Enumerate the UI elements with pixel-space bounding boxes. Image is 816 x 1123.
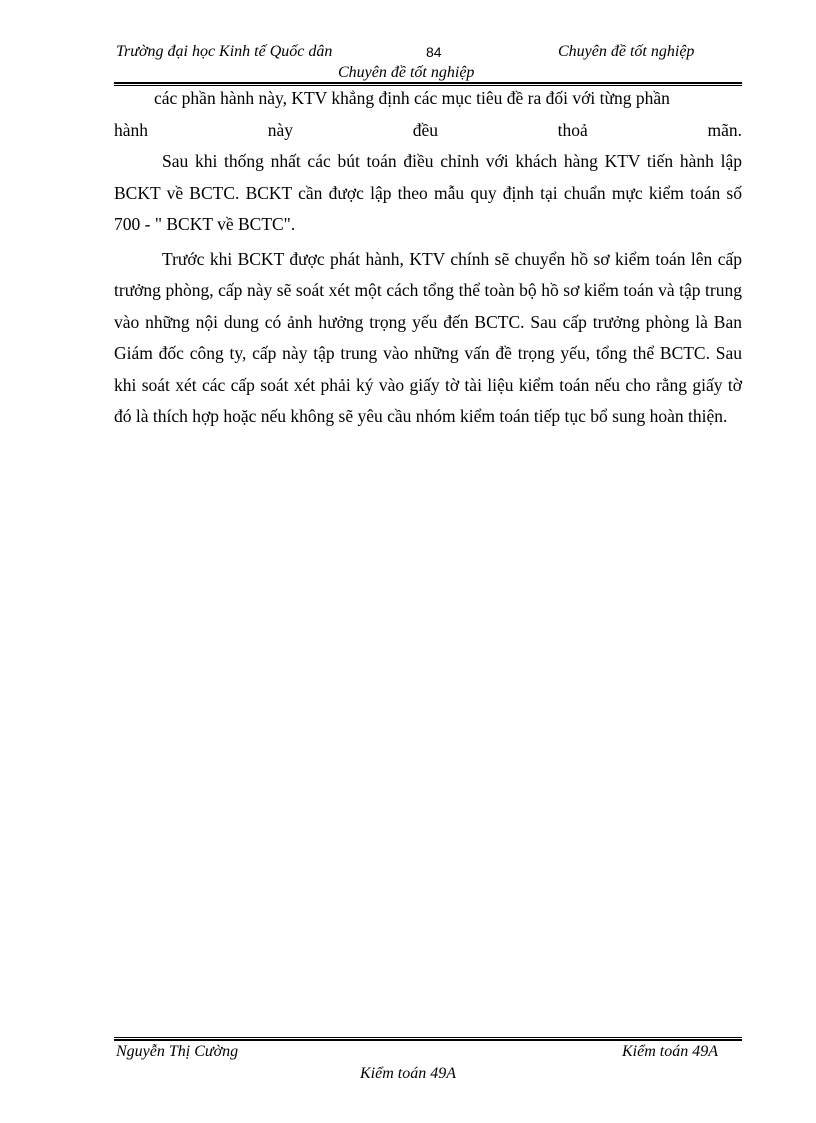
footer-rule: [114, 1037, 742, 1041]
footer-author: Nguyễn Thị Cường: [116, 1043, 239, 1060]
paragraph: hành này đều thoả mãn.: [114, 119, 742, 140]
paragraph: Sau khi thống nhất các bút toán điều chỉnh với khách hàng KTV tiến hành lập BCKT về BCTC. BCKT cần được lập theo mẫu quy định tại chuẩn mực kiểm toán số 700 - " BCKT về BCTC".: [114, 151, 742, 234]
document-body: [114, 83, 742, 433]
header-school: Trường đại học Kinh tế Quốc dân: [116, 43, 333, 60]
paragraph: Trước khi BCKT được phát hành, KTV chính sẽ chuyển hồ sơ kiểm toán lên cấp trưởng phòng, cấp này sẽ soát xét một cách tổng thể toàn bộ hồ sơ kiểm toán và tập trung vào những nội dung có ảnh hưởng trọng yếu đến BCTC. Sau cấp trưởng phòng là Ban Giám đốc công ty, cấp này tập trung vào những vấn đề trọng yếu, tổng thể BCTC. Sau khi soát xét các cấp soát xét phải ký vào giấy tờ tài liệu kiểm toán nếu cho rằng giấy tờ đó là thích hợp hoặc nếu không sẽ yêu cầu nhóm kiểm toán tiếp tục bổ sung hoàn thiện.: [114, 248, 742, 426]
footer-class: Kiểm toán 49A: [622, 1043, 718, 1060]
page-number: 84: [426, 44, 442, 60]
paragraph: các phần hành này, KTV khẳng định các mục tiêu đề ra đối với từng phần: [154, 88, 670, 108]
header-title: Chuyên đề tốt nghiệp: [558, 43, 695, 60]
header-subtitle: Chuyên đề tốt nghiệp: [338, 64, 475, 81]
footer-class-sub: Kiểm toán 49A: [360, 1065, 456, 1082]
